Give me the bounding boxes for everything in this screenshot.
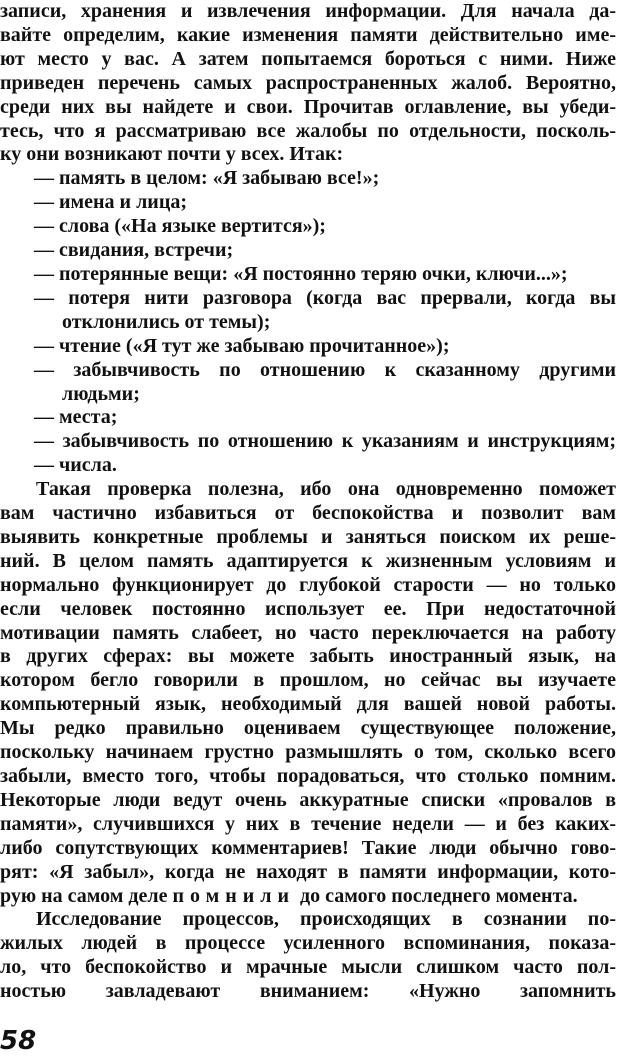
text-line: — потеря нити разговора (когда вас прервали, когда вы bbox=[34, 286, 616, 309]
text-line: ло, что беспокойство и мрачные мысли слишком часто пол- bbox=[0, 956, 616, 979]
text-line: ку они возникают почти у всех. Итак: bbox=[0, 143, 344, 166]
text-line: забыли, вместо того, чтобы порадоваться, что столько помним. bbox=[0, 765, 616, 787]
text-line: Исследование процессов, происходящих в сознании по- bbox=[36, 908, 616, 931]
text-line: — свидания, встречи; bbox=[34, 239, 234, 262]
text-line: жилых людей в процессе усиленного вспоминания, показа- bbox=[0, 932, 616, 955]
text-line: ют место у вас. А затем попытаемся бороться с ними. Ниже bbox=[0, 47, 616, 70]
text-line: в других сферах: вы можете забыть иностранный язык, на bbox=[0, 645, 616, 668]
text-line: ний. В целом память адаптируется к жизненным условиям и bbox=[0, 549, 616, 572]
text-line: вам частично избавиться от беспокойства и позволит вам bbox=[0, 502, 616, 525]
text-line: либо сопутствующих комментариев! Такие люди обычно гово- bbox=[0, 836, 616, 859]
text-line: отклонились от темы); bbox=[62, 310, 271, 333]
text-line: компьютерный язык, необходимый для вашей новой работы. bbox=[0, 693, 616, 716]
text-line: Такая проверка полезна, ибо она одновременно поможет bbox=[36, 478, 616, 501]
text-line: — места; bbox=[34, 406, 118, 429]
text-line: среди них вы найдете и свои. Прочитав оглавление, вы убеди- bbox=[0, 95, 616, 118]
text-line: вайте определим, какие изменения памяти действительно име- bbox=[0, 23, 616, 46]
text-line: — забывчивость по отношению к указаниям и инструкциям; bbox=[34, 430, 616, 453]
text-line: нормально функционирует до глубокой старости — но только bbox=[0, 573, 616, 596]
page-number: 58 bbox=[0, 1026, 37, 1056]
text-line: памяти», случившихся у них в течение недели — и без каких- bbox=[0, 812, 616, 835]
text-line: мотивации память слабеет, но часто переключается на работу bbox=[0, 621, 616, 644]
text-line: людьми; bbox=[62, 382, 140, 405]
text-line: ностью завладевают вниманием: «Нужно запомнить bbox=[0, 980, 616, 1003]
text-line: тесь, что я рассматриваю все жалобы по отдельности, посколь- bbox=[0, 119, 616, 142]
text-line: Некоторые люди ведут очень аккуратные списки «провалов в bbox=[0, 788, 616, 811]
text-line: приведен перечень самых распространенных жалоб. Вероятно, bbox=[0, 71, 616, 94]
text-line: выявить конкретные проблемы и заняться поиском их реше- bbox=[0, 525, 616, 548]
text-line: — забывчивость по отношению к сказанному другими bbox=[34, 358, 616, 381]
text-line: записи, хранения и извлечения информации. Для начала да- bbox=[0, 0, 616, 22]
text-line: — чтение («Я тут же забываю прочитанное»); bbox=[34, 334, 450, 357]
text-line: — память в целом: «Я забываю все!»; bbox=[34, 167, 380, 190]
text-line: котором бегло говорили в прошлом, но сейчас вы изучаете bbox=[0, 669, 616, 692]
text-line: — слова («На языке вертится»); bbox=[34, 215, 326, 238]
text-line: если человек постоянно использует ее. При недостаточной bbox=[0, 597, 616, 620]
text-line: — имена и лица; bbox=[34, 191, 187, 214]
text-line: — потерянные вещи: «Я постоянно теряю очки, ключи...»; bbox=[34, 262, 568, 285]
text-line: поскольку начинаем грустно размышлять о том, сколько всего bbox=[0, 741, 616, 764]
text-line: рую на самом деле помнили до самого последнего момента. bbox=[0, 884, 578, 907]
text-line: — числа. bbox=[34, 454, 117, 477]
text-line: рят: «Я забыл», когда не находят в памяти информации, кото- bbox=[0, 860, 616, 883]
text-line: Мы редко правильно оцениваем существующее положение, bbox=[0, 717, 616, 740]
